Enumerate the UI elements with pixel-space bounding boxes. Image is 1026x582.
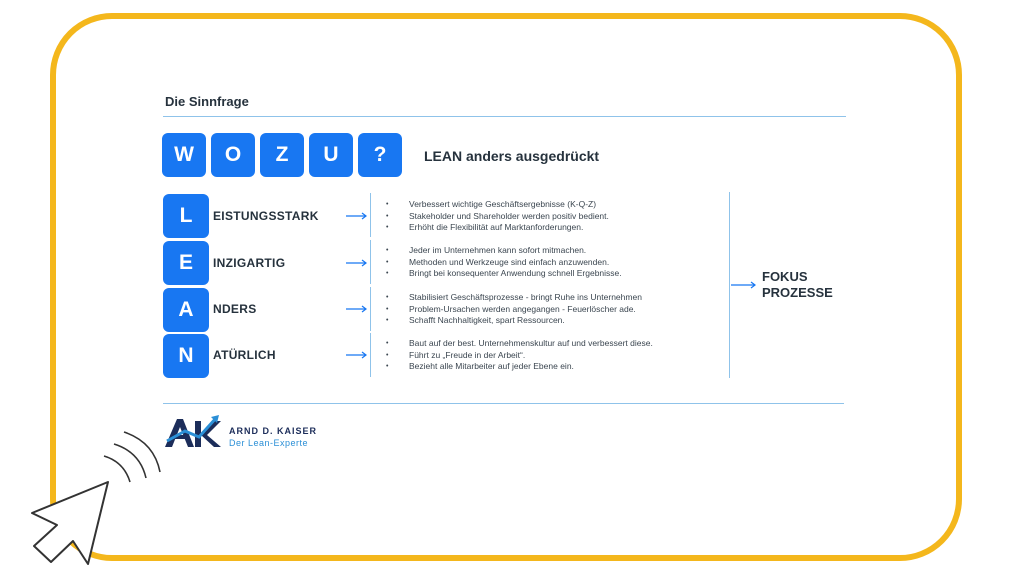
fokus-label — [762, 269, 833, 301]
list-item: • Problem-Ursachen werden angegangen - Feuerlöscher ade. — [386, 304, 642, 316]
list-item: • Baut auf der best. Unternehmenskultur auf und verbessert diese. — [386, 338, 653, 350]
arrow-right-icon — [346, 350, 368, 360]
hand-pointer-icon — [20, 420, 170, 570]
lean-letter-a: A — [163, 288, 209, 332]
arrow-right-icon — [731, 280, 757, 290]
list-item: • Stakeholder und Shareholder werden positiv bedient. — [386, 211, 609, 223]
list-item: • Erhöht die Flexibilität auf Marktanforderungen. — [386, 222, 609, 234]
wozu-letter-w: W — [162, 133, 206, 177]
company-logo-icon — [163, 413, 221, 451]
list-item: • Methoden und Werkzeuge sind einfach anzuwenden. — [386, 257, 622, 269]
bullet-list-l — [386, 199, 609, 234]
lean-letter-l: L — [163, 194, 209, 238]
lean-letter-e: E — [163, 241, 209, 285]
slide-title: Die Sinnfrage — [165, 94, 249, 109]
logo-company-name: ARND D. KAISER — [229, 426, 318, 436]
wozu-letter-u: U — [309, 133, 353, 177]
bullet-list-e — [386, 245, 622, 280]
wozu-letter-question: ? — [358, 133, 402, 177]
wozu-letter-z: Z — [260, 133, 304, 177]
row-divider-a — [370, 287, 371, 331]
row-divider-l — [370, 193, 371, 237]
list-item: • Schafft Nachhaltigkeit, spart Ressourcen. — [386, 315, 642, 327]
slide-subtitle: LEAN anders ausgedrückt — [424, 148, 600, 164]
bullet-list-n — [386, 338, 653, 373]
list-item: • Verbessert wichtige Geschäftsergebnisse (K-Q-Z) — [386, 199, 609, 211]
lean-word-a: NDERS — [213, 302, 257, 316]
top-divider — [163, 116, 846, 117]
arrow-right-icon — [346, 304, 368, 314]
list-item: • Bezieht alle Mitarbeiter auf jeder Ebene ein. — [386, 361, 653, 373]
fokus-line-1: FOKUS — [762, 269, 808, 284]
list-item: • Jeder im Unternehmen kann sofort mitmachen. — [386, 245, 622, 257]
bullet-list-a — [386, 292, 642, 327]
list-item: • Führt zu „Freude in der Arbeit“. — [386, 350, 653, 362]
arrow-right-icon — [346, 258, 368, 268]
fokus-line-2: PROZESSE — [762, 285, 833, 300]
row-divider-n — [370, 333, 371, 377]
list-item: • Bringt bei konsequenter Anwendung schnell Ergebnisse. — [386, 268, 622, 280]
lean-word-e: INZIGARTIG — [213, 256, 286, 270]
row-divider-e — [370, 240, 371, 284]
arrow-right-icon — [346, 211, 368, 221]
list-item: • Stabilisiert Geschäftsprozesse - bringt Ruhe ins Unternehmen — [386, 292, 642, 304]
fokus-bracket — [729, 192, 730, 378]
logo-tagline: Der Lean-Experte — [229, 438, 309, 448]
lean-word-l: EISTUNGSSTARK — [213, 209, 319, 223]
bottom-divider — [163, 403, 844, 404]
lean-letter-n: N — [163, 334, 209, 378]
lean-word-n: ATÜRLICH — [213, 348, 276, 362]
wozu-letter-o: O — [211, 133, 255, 177]
